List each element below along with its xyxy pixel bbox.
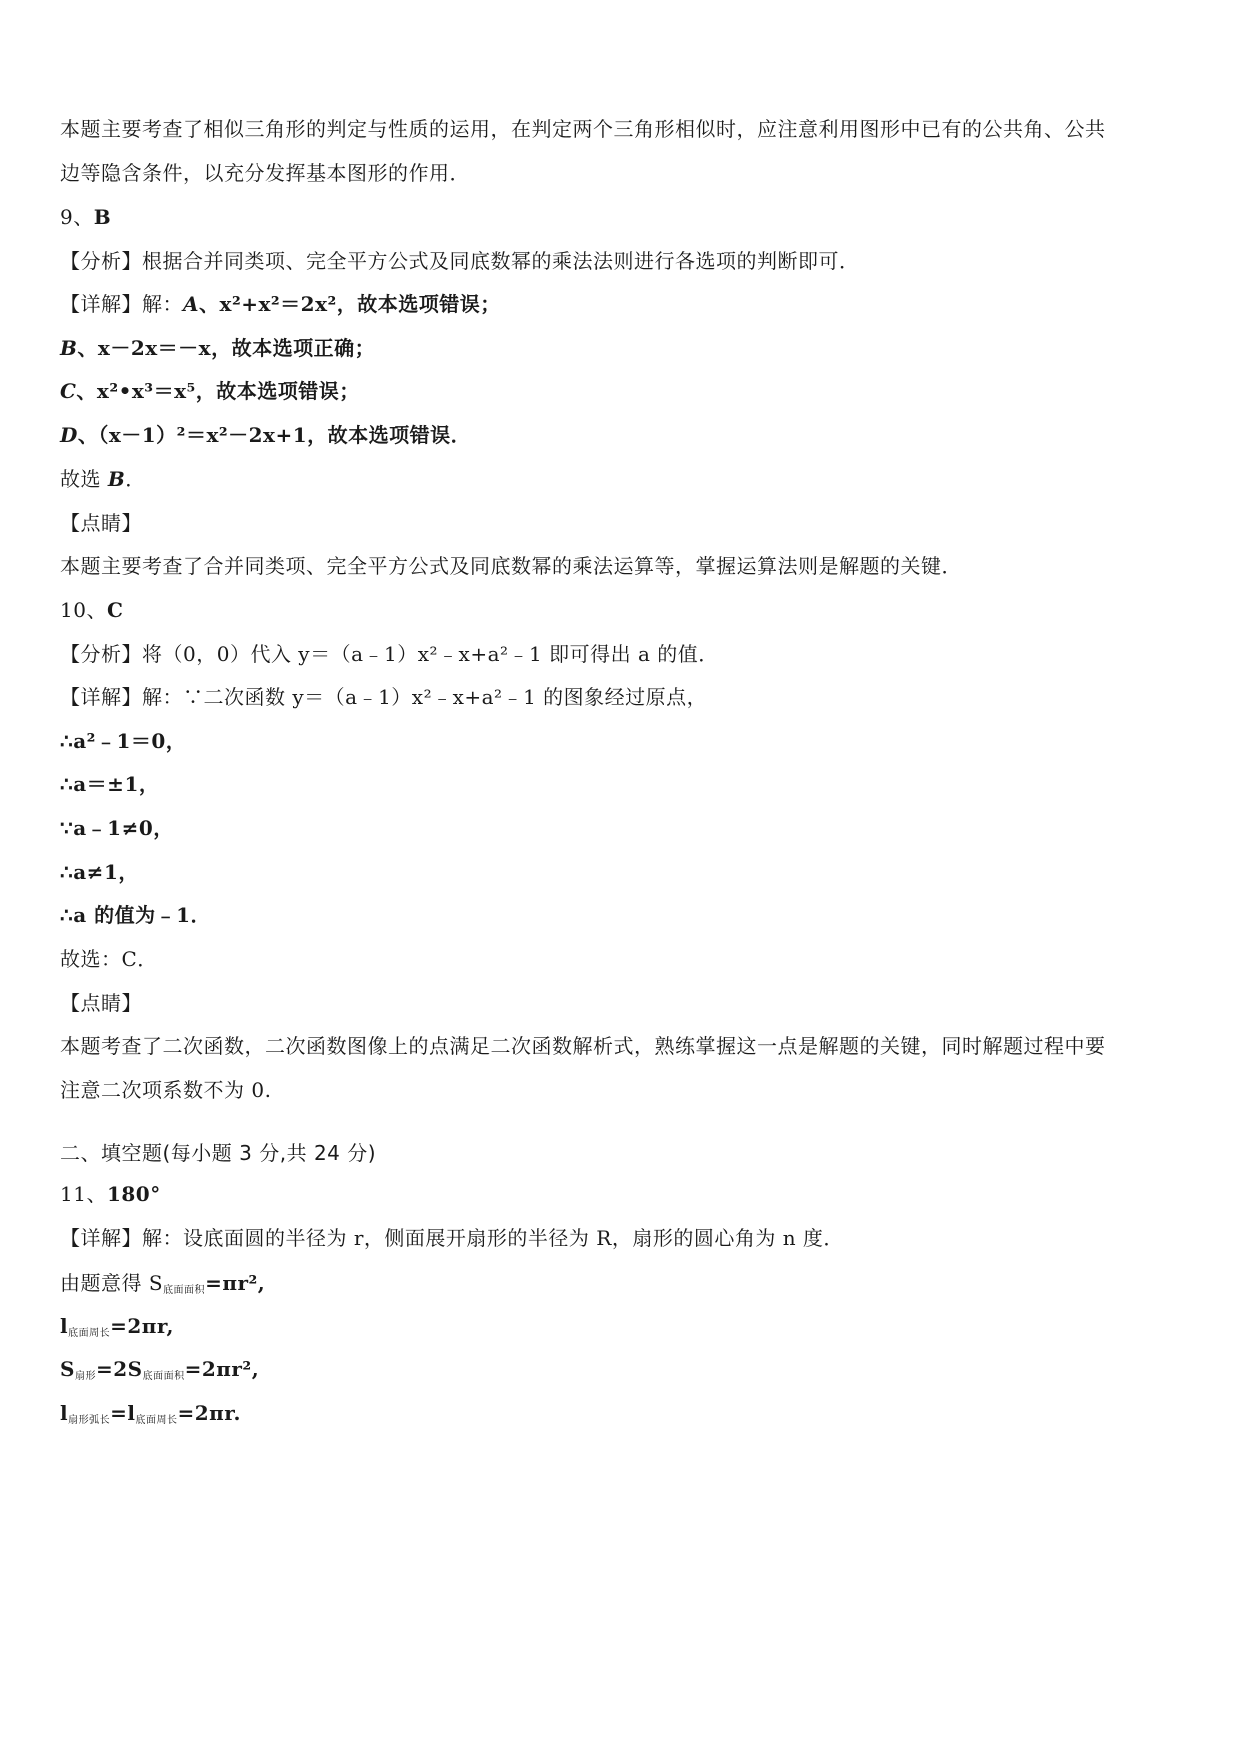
option-label: D <box>60 423 78 447</box>
detail-option-a <box>60 291 501 317</box>
eq-subscript: 扇形弧长 <box>68 1415 111 1426</box>
eq-subscript: 底面面积 <box>142 1371 185 1382</box>
answer-letter: C <box>106 598 124 622</box>
eq-suffix: =2πr², <box>184 1357 260 1381</box>
choose-line: 故选：C． <box>60 947 158 971</box>
comment-heading: 【点睛】 <box>60 991 142 1015</box>
comment-line: 本题考查了二次函数，二次函数图像上的点满足二次函数解析式，熟练掌握这一点是解题的关键，同时解题过程中要 <box>60 1034 1106 1058</box>
eq-suffix: =2πr, <box>110 1314 174 1338</box>
choose-prefix: 故选 <box>60 467 108 491</box>
paragraph-line: 边等隐含条件，以充分发挥基本图形的作用． <box>60 161 470 185</box>
equation-line <box>60 1400 241 1434</box>
choose-line <box>60 466 146 492</box>
option-text: 、x²•x³＝x⁵，故本选项错误； <box>76 379 360 403</box>
comment-line: 本题主要考查了合并同类项、完全平方公式及同底数幂的乘法运算等，掌握运算法则是解题的关键． <box>60 554 962 578</box>
detail-line: 【详解】解：∵二次函数 y＝（a﹣1）x²﹣x+a²﹣1 的图象经过原点， <box>60 685 708 709</box>
question-number: 10、 <box>60 598 107 622</box>
step-line: ∴a＝±1， <box>60 772 160 796</box>
analysis-line: 【分析】根据合并同类项、完全平方公式及同底数幂的乘法法则进行各选项的判断即可． <box>60 249 860 273</box>
eq-middle: =l <box>110 1401 136 1425</box>
equation-line <box>60 1313 174 1347</box>
eq-suffix: =2πr. <box>177 1401 241 1425</box>
eq-subscript: 底面周长 <box>68 1328 111 1339</box>
question-9-heading <box>60 204 111 230</box>
detail-option-c <box>60 378 360 404</box>
eq-subscript: 底面周长 <box>135 1415 178 1426</box>
step-line: ∵a﹣1≠0， <box>60 816 174 840</box>
paragraph-line: 本题主要考查了相似三角形的判定与性质的运用，在判定两个三角形相似时，应注意利用图形中已有的公共角、公共 <box>60 117 1106 141</box>
detail-option-b <box>60 335 375 361</box>
choose-answer: B <box>107 467 126 491</box>
choose-suffix: ． <box>125 467 146 491</box>
question-10-heading <box>60 597 123 623</box>
comment-line: 注意二次项系数不为 0. <box>60 1078 272 1102</box>
question-number: 9、 <box>60 205 94 229</box>
eq-middle: =2S <box>95 1357 143 1381</box>
eq-prefix: l <box>60 1401 69 1425</box>
option-text: 、x²+x²＝2x²，故本选项错误； <box>199 292 501 316</box>
answer-value: 180° <box>106 1182 161 1206</box>
eq-subscript: 扇形 <box>74 1371 96 1382</box>
option-label: B <box>60 336 78 360</box>
option-label: A <box>183 292 200 316</box>
option-text: 、x－2x＝－x，故本选项正确； <box>77 336 376 360</box>
analysis-line: 【分析】将（0，0）代入 y＝（a﹣1）x²﹣x+a²﹣1 即可得出 a 的值． <box>60 642 719 666</box>
equation-line <box>60 1356 259 1390</box>
question-11-heading <box>60 1181 161 1207</box>
eq-subscript: 底面面积 <box>163 1285 206 1296</box>
comment-heading: 【点睛】 <box>60 511 142 535</box>
answer-letter: B <box>93 205 112 229</box>
eq-suffix: =πr², <box>205 1271 266 1295</box>
step-line: ∴a 的值为﹣1． <box>60 903 212 927</box>
section-title: 二、填空题(每小题 3 分,共 24 分) <box>60 1141 377 1165</box>
option-label: C <box>60 379 77 403</box>
question-number: 11、 <box>60 1182 107 1206</box>
detail-prefix: 【详解】解： <box>60 292 183 316</box>
eq-prefix: S <box>60 1357 75 1381</box>
detail-option-d <box>60 422 471 448</box>
step-line: ∴a≠1， <box>60 860 139 884</box>
detail-line: 【详解】解：设底面圆的半径为 r，侧面展开扇形的半径为 R，扇形的圆心角为 n 度． <box>60 1226 844 1250</box>
eq-prefix: l <box>60 1314 69 1338</box>
eq-prefix: 由题意得 S <box>60 1271 164 1295</box>
equation-line <box>60 1270 265 1304</box>
option-text: 、（x－1）²＝x²－2x+1，故本选项错误． <box>77 423 472 447</box>
step-line: ∴a²﹣1＝0， <box>60 729 187 753</box>
